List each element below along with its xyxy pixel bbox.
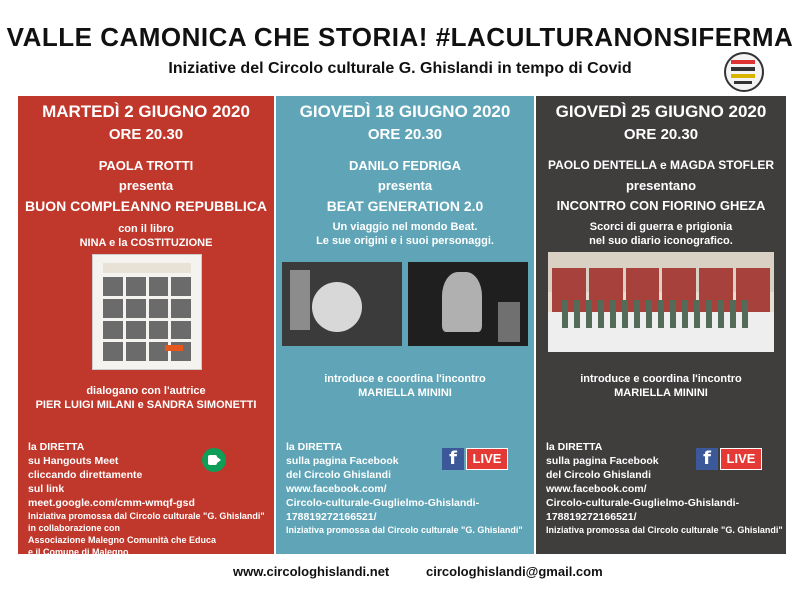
live-title: la DIRETTA [28, 441, 85, 453]
event-time: ORE 20.30 [108, 126, 184, 143]
facebook-live-badge[interactable] [696, 448, 762, 470]
beat-photo-1 [282, 262, 402, 346]
presenter-verb: presentano [625, 178, 697, 193]
event-title: BUON COMPLEANNO REPUBBLICA [25, 198, 267, 214]
coordinate-line-2: PIER LUIGI MILANI e SANDRA SIMONETTI [35, 399, 257, 411]
live-line-3: sul link [28, 483, 65, 495]
promo-line-1: Iniziativa promossa dal Circolo culturale "G. Ghislandi" [28, 511, 265, 521]
event-desc-1: con il libro [118, 223, 174, 235]
live-info [28, 440, 228, 510]
facebook-live-badge[interactable] [442, 448, 508, 470]
promo-note: Iniziativa promossa dal Circolo culturale "G. Ghislandi" [546, 525, 783, 535]
facebook-link-2[interactable]: Circolo-culturale-Guglielmo-Ghislandi- [286, 497, 480, 509]
beat-photo-2 [408, 262, 528, 346]
live-line-1: sulla pagina Facebook [286, 455, 399, 467]
war-painting-image [548, 252, 774, 352]
promo-line-2: in collaborazione con [28, 523, 121, 533]
event-column-2 [276, 96, 534, 554]
website-link[interactable]: www.circologhislandi.net [233, 564, 390, 579]
live-line-1: su Hangouts Meet [28, 455, 119, 467]
live-title: la DIRETTA [286, 441, 343, 453]
book-cover-image [92, 254, 202, 370]
event-column-1 [18, 96, 274, 557]
event-date: GIOVEDÌ 18 GIUGNO 2020 [299, 102, 511, 121]
facebook-icon: f [442, 448, 464, 470]
live-label: LIVE [466, 448, 508, 470]
live-title: la DIRETTA [546, 441, 603, 453]
page-subtitle: Iniziative del Circolo culturale G. Ghislandi in tempo di Covid [168, 60, 632, 77]
live-line-1: sulla pagina Facebook [546, 455, 659, 467]
meet-link[interactable]: meet.google.com/cmm-wmqf-gsd [28, 497, 195, 509]
event-title: BEAT GENERATION 2.0 [326, 198, 484, 214]
event-desc-2: nel suo diario iconografico. [589, 235, 733, 247]
hangouts-icon[interactable] [202, 448, 226, 472]
facebook-link-3[interactable]: 178819272166521/ [546, 511, 637, 523]
event-desc-2: Le sue origini e i suoi personaggi. [316, 235, 494, 247]
promo-line-4: e il Comune di Malegno [28, 547, 129, 557]
coordinate-line-2: MARIELLA MININI [614, 387, 708, 399]
facebook-link-3[interactable]: 178819272166521/ [286, 511, 377, 523]
email-link[interactable]: circologhislandi@gmail.com [426, 564, 603, 579]
live-line-2: del Circolo Ghislandi [286, 469, 392, 481]
promo-note [28, 510, 268, 558]
facebook-link-2[interactable]: Circolo-culturale-Guglielmo-Ghislandi- [546, 497, 740, 509]
presenter-verb: presenta [377, 178, 433, 193]
presenter-name: PAOLO DENTELLA e MAGDA STOFLER [547, 158, 774, 172]
coordinate-line-2: MARIELLA MININI [358, 387, 452, 399]
presenter-verb: presenta [118, 178, 174, 193]
facebook-icon: f [696, 448, 718, 470]
live-line-2: del Circolo Ghislandi [546, 469, 652, 481]
event-time: ORE 20.30 [367, 126, 443, 143]
presenter-name: DANILO FEDRIGA [349, 158, 461, 173]
live-label: LIVE [720, 448, 762, 470]
event-desc-1: Scorci di guerra e prigionia [589, 221, 733, 233]
live-line-2: cliccando direttamente [28, 469, 143, 481]
event-desc-1: Un viaggio nel mondo Beat. [332, 221, 478, 233]
presenter-name: PAOLA TROTTI [98, 158, 194, 173]
event-column-3 [536, 96, 786, 554]
event-date: MARTEDÌ 2 GIUGNO 2020 [42, 102, 250, 121]
logo-icon [724, 52, 764, 92]
coordinate-line-1: introduce e coordina l'incontro [324, 373, 486, 385]
promo-note: Iniziativa promossa dal Circolo culturale "G. Ghislandi" [286, 525, 523, 535]
event-date: GIOVEDÌ 25 GIUGNO 2020 [555, 102, 767, 121]
event-time: ORE 20.30 [623, 126, 699, 143]
promo-line-3: Associazione Malegno Comunità che Educa [28, 535, 217, 545]
event-desc-2: NINA e la COSTITUZIONE [79, 237, 213, 249]
facebook-link[interactable]: www.facebook.com/ [546, 483, 647, 495]
facebook-link[interactable]: www.facebook.com/ [286, 483, 387, 495]
coordinate-line-1: introduce e coordina l'incontro [580, 373, 742, 385]
coordinate-line-1: dialogano con l'autrice [86, 385, 206, 397]
event-title: INCONTRO CON FIORINO GHEZA [556, 198, 766, 213]
page-title: VALLE CAMONICA CHE STORIA! #LACULTURANONSIFERMA [6, 22, 794, 52]
